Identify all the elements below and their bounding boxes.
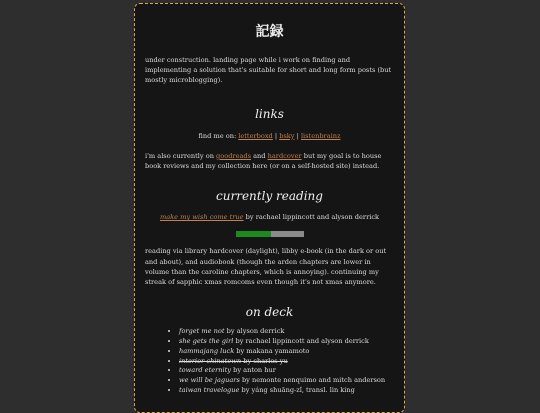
book-title: hammajang luck — [179, 346, 235, 355]
links-heading: links — [255, 106, 284, 121]
list-item — [179, 376, 394, 386]
list-item — [179, 366, 394, 376]
page-title: 記録 — [255, 24, 284, 40]
list-item — [179, 347, 394, 357]
book-title: we will be jaguars — [179, 376, 240, 385]
list-item — [179, 357, 394, 367]
intro-text: under construction. landing page while i work on finding and implementing a solution that's suitable for short and long form posts (but mostly microblogging). — [145, 56, 392, 85]
on-deck-list — [145, 327, 394, 396]
also-and: and — [251, 151, 268, 160]
current-book — [145, 212, 394, 222]
list-item — [179, 386, 394, 396]
book-author: by anton hur — [231, 366, 276, 375]
goodreads-link[interactable]: goodreads — [216, 151, 252, 160]
book-author: by charles yu — [241, 356, 288, 365]
hardcover-link[interactable]: hardcover — [267, 151, 302, 160]
separator: | — [294, 131, 301, 140]
book-author: by yáng shuāng-zǐ, transl. lin king — [239, 386, 355, 395]
book-author: by nemonte nenquimo and mitch anderson — [239, 376, 386, 385]
list-item — [179, 327, 394, 337]
book-author: by alyson derrick — [224, 327, 285, 336]
bsky-link[interactable]: bsky — [279, 131, 295, 140]
book-title: forget me not — [179, 327, 225, 336]
reading-progress-fill — [236, 231, 271, 237]
book-author: by makana yamamoto — [234, 346, 310, 355]
listenbrainz-link[interactable]: listenbrainz — [300, 131, 341, 140]
on-deck-heading: on deck — [245, 305, 294, 320]
find-me-line — [145, 131, 394, 141]
reading-progress-bar — [236, 231, 304, 237]
reading-note: reading via library hardcover (daylight), libby e-book (in the dark or out and about), and audiobook (though the arden chapters are lower in volume than the caroline chapters, which is annoying). continuing my streak of sapphic xmas romcoms even though it's not xmas anymore. — [145, 247, 387, 287]
current-book-author: by rachael lippincott and alyson derrick — [243, 213, 380, 222]
current-book-link[interactable]: make my wish come true — [159, 213, 244, 222]
find-me-prefix: find me on: — [198, 131, 239, 140]
book-author: by rachael lippincott and alyson derrick — [233, 337, 369, 346]
also-prefix: i'm also currently on — [145, 151, 217, 160]
book-title: toward eternity — [179, 366, 231, 375]
book-title: she gets the girl — [179, 337, 234, 346]
list-item — [179, 337, 394, 347]
separator: | — [272, 131, 280, 140]
letterboxd-link[interactable]: letterboxd — [238, 131, 273, 140]
also-text — [145, 151, 394, 171]
content-panel — [134, 3, 405, 413]
currently-reading-heading: currently reading — [216, 189, 323, 204]
book-title: taiwan travelogue — [179, 386, 240, 395]
book-title: interior chinatown — [179, 356, 242, 365]
also-suffix: but my goal is to house book reviews and my collection here (or on a self-hosted site) instead. — [145, 151, 382, 171]
